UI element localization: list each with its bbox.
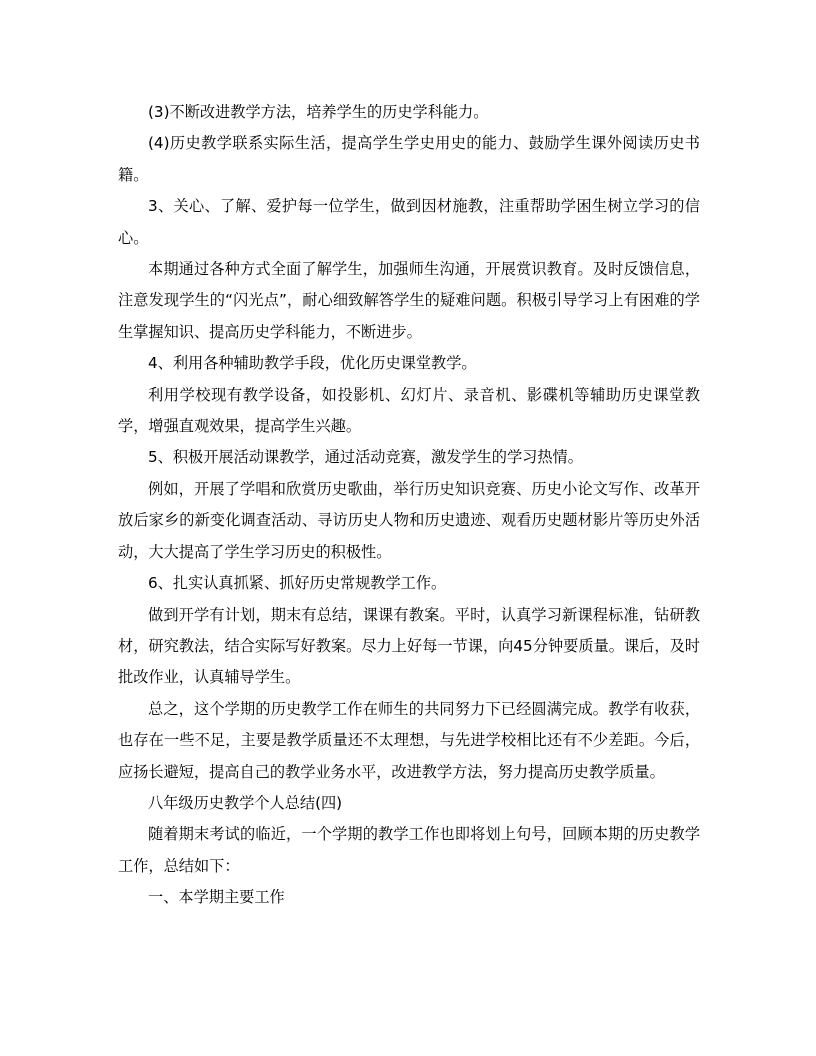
paragraph-heading-activity-classes: 5、积极开展活动课教学，通过活动竞赛，激发学生的学习热情。: [148, 448, 583, 467]
paragraph-student-understanding: 本期通过各种方式全面了解学生，加强师生沟通，开展赏识教育。及时反馈信息，注意发现学生的“闪光点”，耐心细致解答学生的疑难问题。积极引导学习上有困难的学生掌握知识、提高历史学科能力，不断进步。: [118, 260, 700, 341]
paragraph-summary-intro: 随着期末考试的临近，一个学期的教学工作也即将划上句号，回顾本期的历史教学工作，总结如下：: [118, 825, 700, 875]
section-title-summary-four: 八年级历史教学个人总结(四): [148, 793, 343, 812]
paragraph-heading-routine-work: 6、扎实认真抓紧、抓好历史常规教学工作。: [148, 574, 447, 593]
paragraph-real-life-connection: (4)历史教学联系实际生活，提高学生学史用史的能力、鼓励学生课外阅读历史书籍。: [118, 134, 700, 184]
paragraph-routine-details: 做到开学有计划，期末有总结，课课有教案。平时，认真学习新课程标准，钻研教材，研究教法，结合实际写好教案。尽力上好每一节课，向45分钟要质量。课后，及时批改作业，认真辅导学生。: [118, 605, 700, 687]
paragraph-teaching-equipment: 利用学校现有教学设备，如投影机、幻灯片、录音机、影碟机等辅助历史课堂教学，增强直观效果，提高学生兴趣。: [118, 385, 700, 436]
paragraph-heading-care-students: 3、关心、了解、爱护每一位学生，做到因材施教，注重帮助学困生树立学习的信心。: [118, 197, 700, 247]
paragraph-heading-teaching-aids: 4、利用各种辅助教学手段，优化历史课堂教学。: [148, 354, 477, 373]
paragraph-conclusion: 总之，这个学期的历史教学工作在师生的共同努力下已经圆满完成。教学有收获，也存在一些不足，主要是教学质量还不太理想，与先进学校相比还有不少差距。今后，应扬长避短，提高自己的教学业务水平，改进教学方法，努力提高历史教学质量。: [118, 699, 700, 781]
section-heading-main-work: 一、本学期主要工作: [148, 888, 285, 907]
paragraph-activity-examples: 例如，开展了学唱和欣赏历史歌曲，举行历史知识竞赛、历史小论文写作、改革开放后家乡的新变化调查活动、寻访历史人物和历史遗迹、观看历史题材影片等历史外活动，大大提高了学生学习历史的积极性。: [118, 479, 700, 561]
document-body: [118, 97, 700, 914]
paragraph-method-improvement: (3)不断改进教学方法，培养学生的历史学科能力。: [148, 103, 489, 121]
